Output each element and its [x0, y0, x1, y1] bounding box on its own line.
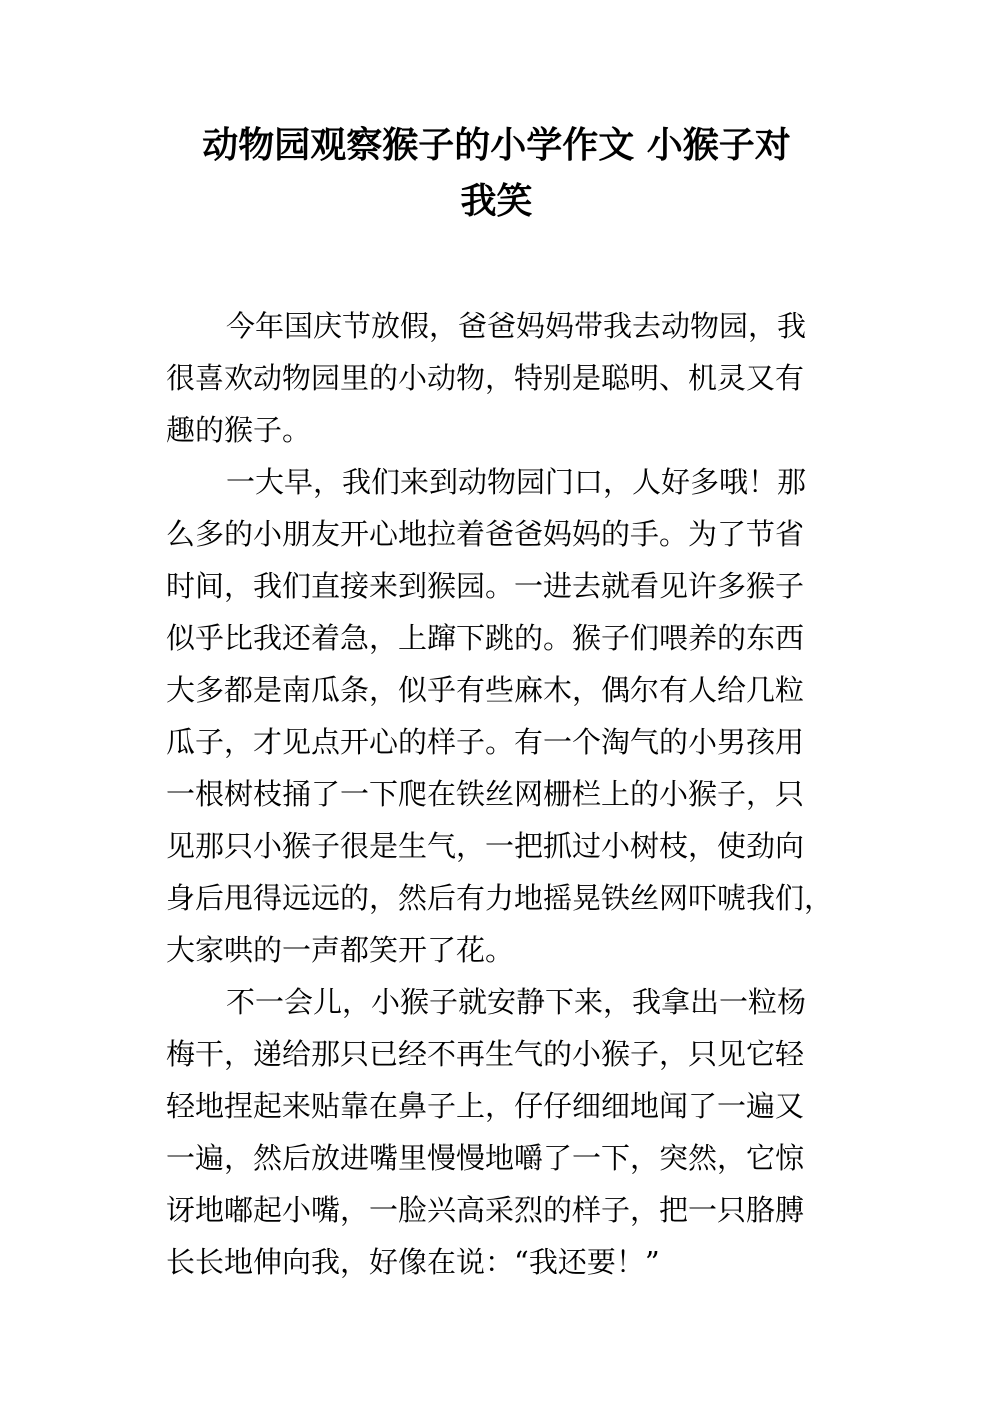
text-line: 么多的小朋友开心地拉着爸爸妈妈的手。为了节省	[166, 517, 805, 551]
text-line: 一根树枝捅了一下爬在铁丝网栅栏上的小猴子，只	[166, 777, 805, 811]
paragraph	[166, 456, 836, 976]
text-line: 一大早，我们来到动物园门口，人好多哦！那	[226, 465, 807, 499]
text-line: 梅干，递给那只已经不再生气的小猴子，只见它轻	[166, 1037, 805, 1071]
text-line: 很喜欢动物园里的小动物，特别是聪明、机灵又有	[166, 361, 805, 395]
text-line: 大家哄的一声都笑开了花。	[166, 933, 515, 967]
text-line: 似乎比我还着急，上蹿下跳的。猴子们喂养的东西	[166, 621, 805, 655]
title-line: 动物园观察猴子的小学作文 小猴子对	[202, 125, 791, 166]
text-line: 趣的猴子。	[166, 413, 312, 447]
text-line: 长长地伸向我，好像在说：“我还要！”	[166, 1245, 660, 1279]
paragraph	[166, 976, 836, 1288]
text-line: 讶地嘟起小嘴，一脸兴高采烈的样子，把一只胳膊	[166, 1193, 805, 1227]
title-line: 我笑	[460, 181, 533, 222]
text-line: 大多都是南瓜条，似乎有些麻木，偶尔有人给几粒	[166, 673, 805, 707]
text-line: 瓜子，才见点开心的样子。有一个淘气的小男孩用	[166, 725, 805, 759]
text-line: 一遍，然后放进嘴里慢慢地嚼了一下，突然，它惊	[166, 1141, 805, 1175]
document-body	[166, 300, 836, 1288]
text-line: 轻地捏起来贴靠在鼻子上，仔仔细细地闻了一遍又	[166, 1089, 805, 1123]
text-line: 不一会儿，小猴子就安静下来，我拿出一粒杨	[226, 985, 807, 1019]
paragraph	[166, 300, 836, 456]
text-line: 身后甩得远远的，然后有力地摇晃铁丝网吓唬我们，	[166, 881, 834, 915]
text-line: 时间，我们直接来到猴园。一进去就看见许多猴子	[166, 569, 805, 603]
document-title	[140, 118, 853, 230]
text-line: 见那只小猴子很是生气，一把抓过小树枝，使劲向	[166, 829, 805, 863]
text-line: 今年国庆节放假，爸爸妈妈带我去动物园，我	[226, 309, 807, 343]
